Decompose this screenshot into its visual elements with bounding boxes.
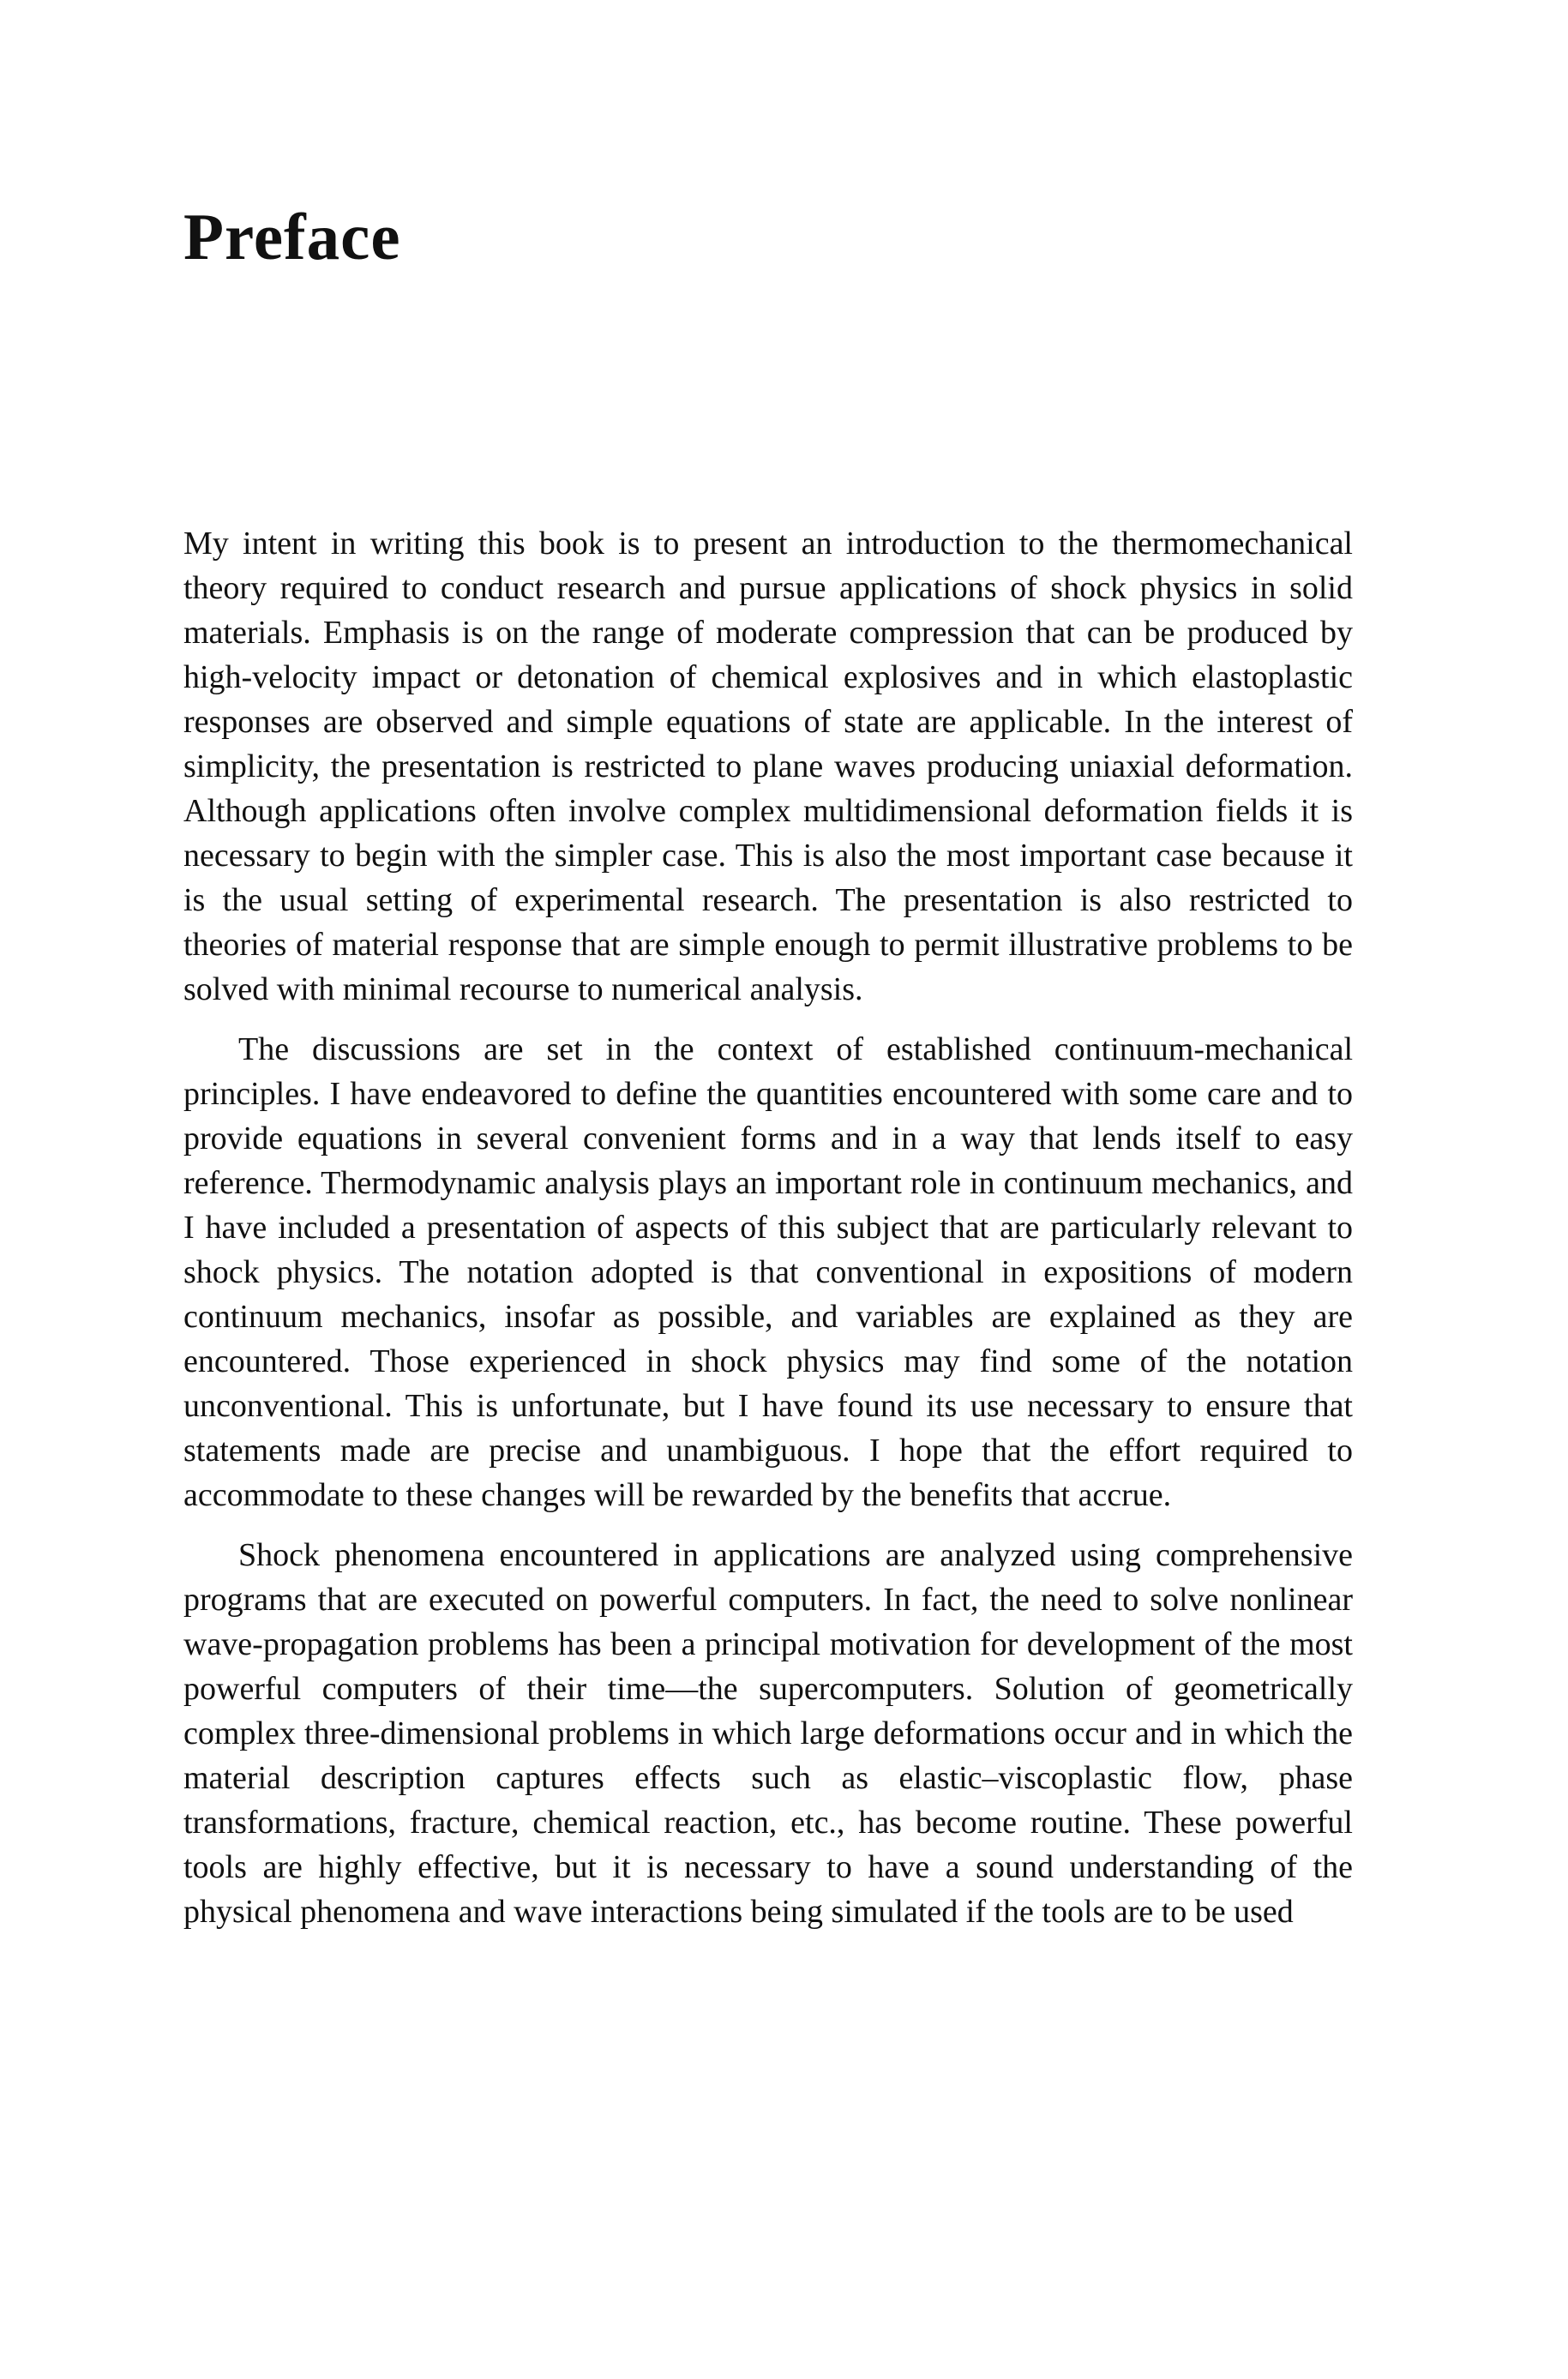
preface-body xyxy=(183,521,1353,1934)
paragraph-2: The discussions are set in the context of established continuum-mechanical principles. I have endeavored to define the quantities encountered with some care and to provide equations in several convenient forms and in a way that lends itself to easy reference. Thermodynamic analysis plays an important role in continuum mechanics, and I have included a presentation of aspects of this subject that are particularly relevant to shock physics. The notation adopted is that conventional in expositions of modern continuum mechanics, insofar as possible, and variables are explained as they are encountered. Those experienced in shock physics may find some of the notation unconventional. This is unfortunate, but I have found its use necessary to ensure that statements made are precise and unambiguous. I hope that the effort required to accommodate to these changes will be rewarded by the benefits that accrue. xyxy=(183,1031,1353,1513)
paragraph-1: My intent in writing this book is to present an introduction to the thermomechanical theory required to conduct research and pursue applications of shock physics in solid materials. Emphasis is on the range of moderate compression that can be produced by high-velocity impact or detonation of chemical explosives and in which elastoplastic responses are observed and simple equations of state are applicable. In the interest of simplicity, the presentation is restricted to plane waves producing uniaxial deformation. Although applications often involve complex multidimensional deformation fields it is necessary to begin with the simpler case. This is also the most important case because it is the usual setting of experimental research. The presentation is also restricted to theories of material response that are simple enough to permit illustrative problems to be solved with minimal recourse to numerical analysis. xyxy=(183,526,1353,1007)
page-title: Preface xyxy=(183,200,401,273)
paragraph-3: Shock phenomena encountered in applications are analyzed using comprehensive programs that are executed on powerful computers. In fact, the need to solve nonlinear wave-propagation problems has been a principal motivation for development of the most powerful computers of their time—the supercomputers. Solution of geometrically complex three-dimensional problems in which large deformations occur and in which the material description captures effects such as elastic–viscoplastic flow, phase transformations, fracture, chemical reaction, etc., has become routine. These powerful tools are highly effective, but it is necessary to have a sound understanding of the physical phenomena and wave interactions being simulated if the tools are to be used xyxy=(183,1537,1353,1930)
